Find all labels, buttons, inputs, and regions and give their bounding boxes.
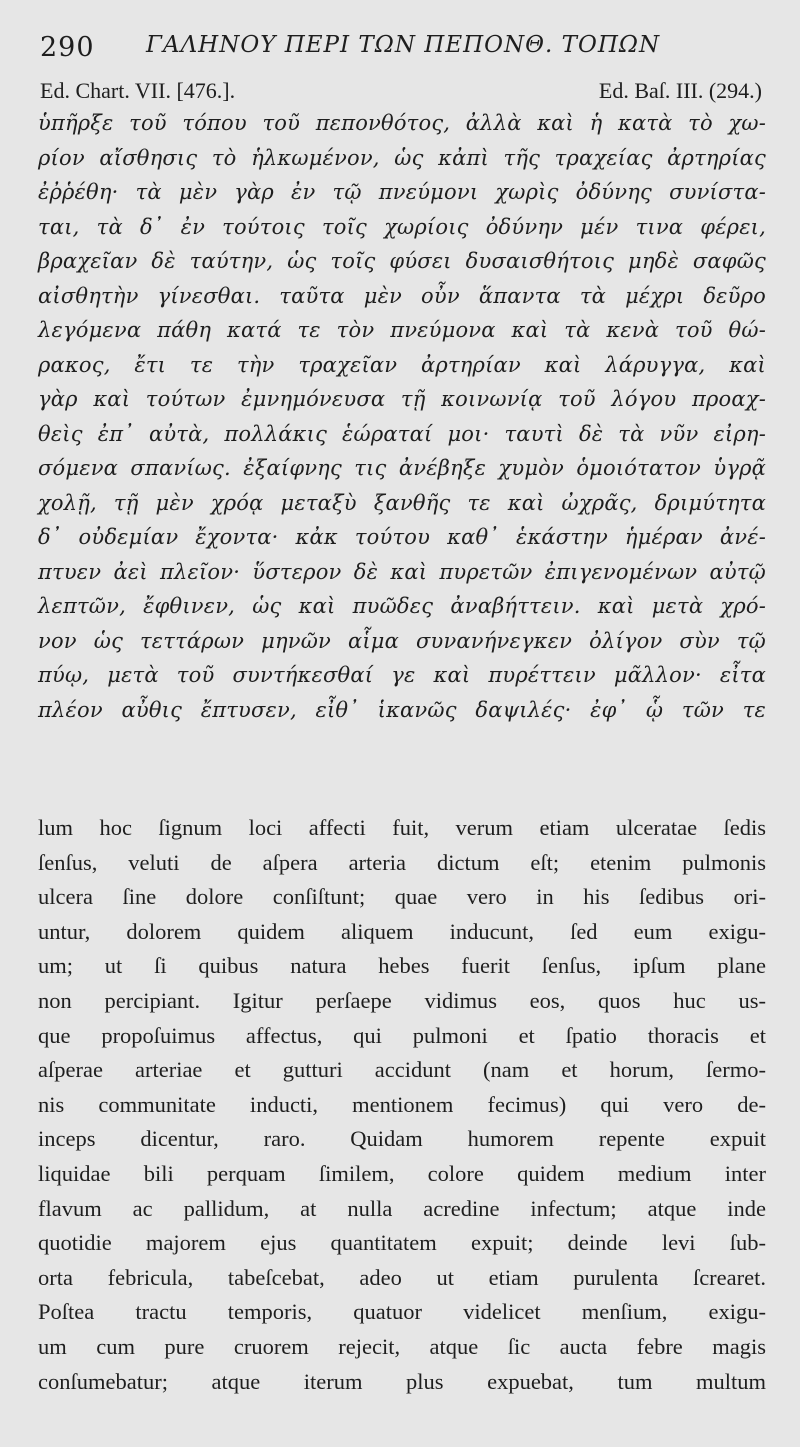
- latin-line: um; ut ſi quibus natura hebes fuerit ſenſus, ipſum plane: [38, 953, 766, 979]
- running-header: [38, 30, 760, 66]
- greek-line: χολῇ, τῇ μὲν χρόᾳ μεταξὺ ξανθῆς τε καὶ ὠχρᾶς, δριμύτητα: [38, 490, 766, 515]
- edition-basel: Ed. Baſ. III. (294.): [598, 78, 762, 103]
- greek-line: ρακος, ἔτι τε τὴν τραχεῖαν ἀρτηρίαν καὶ λάρυγγα, καὶ: [38, 352, 766, 377]
- latin-line: conſumebatur; atque iterum plus expuebat, tum multum: [38, 1368, 766, 1394]
- latin-line: orta febricula, tabeſcebat, adeo ut etiam purulenta ſcrearet.: [38, 1264, 766, 1290]
- show-through-bleed: [140, 752, 780, 772]
- edition-chartier: Ed. Chart. VII. [476.].: [40, 78, 236, 103]
- page-number: 290: [40, 32, 95, 63]
- greek-line: γὰρ καὶ τούτων ἐμνημόνευσα τῇ κοινωνίᾳ τοῦ λόγου προαχ-: [38, 387, 766, 411]
- greek-line: βραχεῖαν δὲ ταύτην, ὡς τοῖς φύσει δυσαισθήτοις μηδὲ σαφῶς: [38, 249, 766, 273]
- latin-line: que propoſuimus affectus, qui pulmoni et ſpatio thoracis et: [38, 1022, 766, 1048]
- greek-line: λεγόμενα πάθη κατά τε τὸν πνεύμονα καὶ τὰ κενὰ τοῦ θώ-: [38, 318, 766, 342]
- edition-reference-line: [40, 78, 762, 108]
- latin-line: ulcera ſine dolore conſiſtunt; quae vero in his ſedibus ori-: [38, 884, 766, 910]
- latin-line: um cum pure cruorem rejecit, atque ſic aucta febre magis: [38, 1333, 766, 1359]
- greek-line: σόμενα σπανίως. ἐξαίφνης τις ἀνέβηξε χυμὸν ὁμοιότατον ὑγρᾷ: [38, 456, 766, 480]
- greek-line: ται, τὰ δ᾽ ἐν τούτοις τοῖς χωρίοις ὀδύνην μέν τινα φέρει,: [38, 214, 766, 239]
- latin-line: untur, dolorem quidem aliquem inducunt, ſed eum exigu-: [38, 918, 766, 944]
- greek-line: λεπτῶν, ἔφθινεν, ὡς καὶ πυῶδες ἀναβήττειν. καὶ μετὰ χρό-: [38, 594, 766, 618]
- latin-line: lum hoc ſignum loci affecti fuit, verum etiam ulceratae ſedis: [38, 815, 766, 840]
- running-title: ΓΑΛΗΝΟΥ ΠΕΡΙ ΤΩΝ ΠΕΠΟΝΘ. ΤΟΠΩΝ: [146, 32, 661, 58]
- greek-line: ὑπῆρξε τοῦ τόπου τοῦ πεπονθότος, ἀλλὰ καὶ ἡ κατὰ τὸ χω-: [38, 111, 766, 135]
- greek-line: θεὶς ἐπ᾽ αὐτὰ, πολλάκις ἑώραταί μοι· ταυτὶ δὲ τὰ νῦν εἰρη-: [38, 421, 766, 446]
- latin-line: non percipiant. Igitur perſaepe vidimus eos, quos huc us-: [38, 987, 766, 1013]
- latin-line: quotidie majorem ejus quantitatem expuit; deinde levi ſub-: [38, 1230, 766, 1256]
- greek-line: ρίον αἴσθησις τὸ ἡλκωμένον, ὡς κἀπὶ τῆς τραχείας ἀρτηρίας: [38, 145, 766, 170]
- greek-text-block: [38, 106, 766, 727]
- latin-line: liquidae bili perquam ſimilem, colore quidem medium inter: [38, 1160, 766, 1186]
- greek-line: δ᾽ οὐδεμίαν ἔχοντα· κἀκ τούτου καθ᾽ ἑκάστην ἡμέραν ἀνέ-: [38, 525, 766, 549]
- latin-line: flavum ac pallidum, at nulla acredine infectum; atque inde: [38, 1195, 766, 1221]
- greek-line: νον ὡς τεττάρων μηνῶν αἷμα συνανήνεγκεν ὀλίγον σὺν τῷ: [38, 628, 766, 653]
- greek-line: πύῳ, μετὰ τοῦ συντήκεσθαί γε καὶ πυρέττειν μᾶλλον· εἶτα: [38, 663, 766, 687]
- latin-text-block: [38, 811, 766, 1399]
- latin-line: ſenſus, veluti de aſpera arteria dictum eſt; etenim pulmonis: [38, 849, 766, 875]
- latin-line: Poſtea tractu temporis, quatuor videlicet menſium, exigu-: [38, 1299, 766, 1325]
- greek-line: ἐῤῥέθη· τὰ μὲν γὰρ ἐν τῷ πνεύμονι χωρὶς ὀδύνης συνίστα-: [38, 180, 766, 204]
- latin-line: nis communitate inducti, mentionem fecimus) qui vero de-: [38, 1091, 766, 1117]
- greek-line: αἰσθητὴν γίνεσθαι. ταῦτα μὲν οὖν ἅπαντα τὰ μέχρι δεῦρο: [38, 283, 766, 308]
- latin-line: aſperae arteriae et gutturi accidunt (nam et horum, ſermo-: [38, 1057, 766, 1083]
- greek-line: πλέον αὖθις ἔπτυσεν, εἶθ᾽ ἱκανῶς δαψιλές· ἐφ᾽ ᾧ τῶν τε: [38, 697, 766, 722]
- greek-line: πτυεν ἀεὶ πλεῖον· ὕστερον δὲ καὶ πυρετῶν ἐπιγενομένων αὐτῷ: [38, 559, 766, 584]
- latin-line: inceps dicentur, raro. Quidam humorem repente expuit: [38, 1126, 766, 1152]
